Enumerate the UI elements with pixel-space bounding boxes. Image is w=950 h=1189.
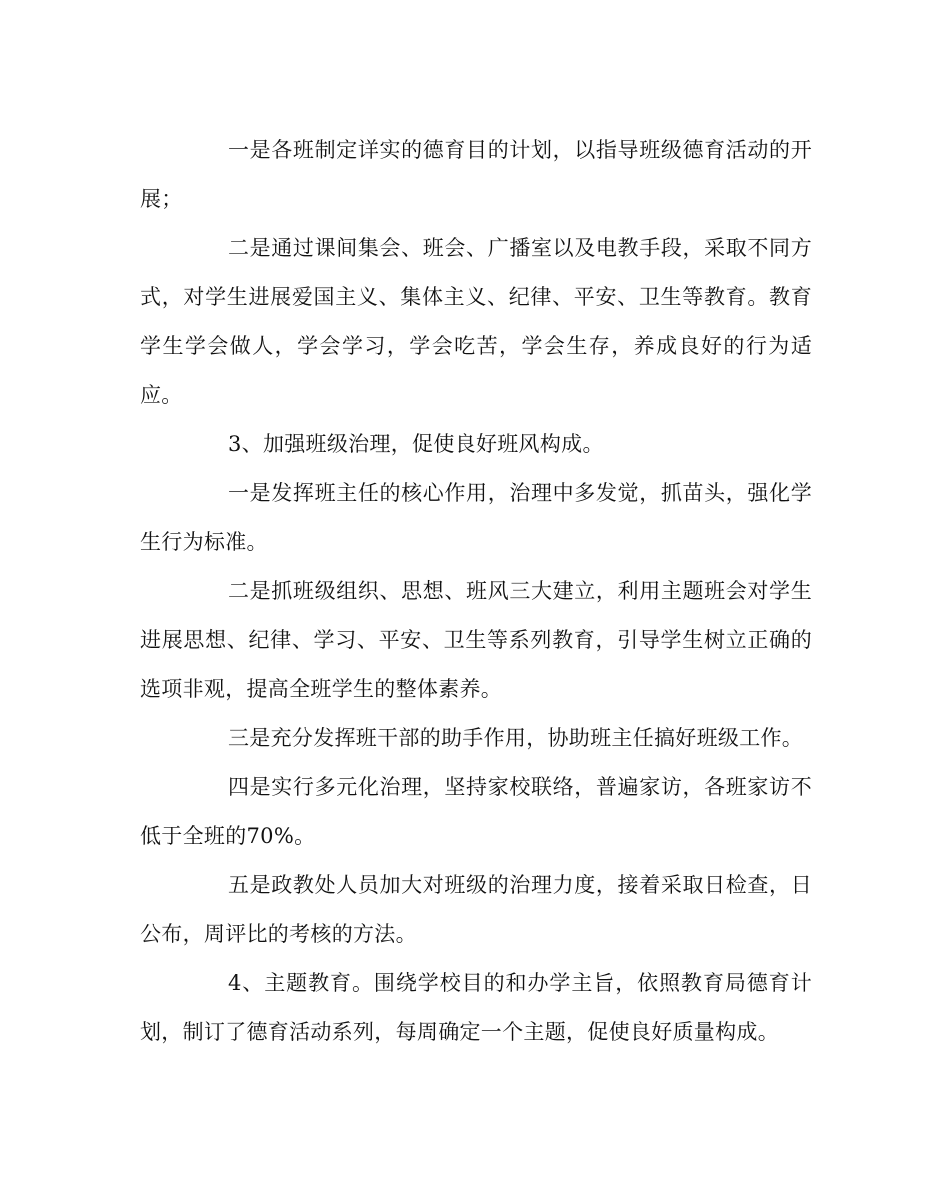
paragraph-head-teacher-role: 一是发挥班主任的核心作用，治理中多发觉，抓苗头，强化学生行为标准。 — [140, 481, 812, 554]
paragraph-section-4-theme-education: 4、主题教育。围绕学校目的和办学主旨，依照教育局德育计划，制订了德育活动系列，每周确定一个主题，促使良好质量构成。 — [140, 971, 812, 1044]
document-body — [140, 126, 812, 1057]
paragraph-class-building: 二是抓班级组织、思想、班风三大建立，利用主题班会对学生进展思想、纪律、学习、平安、卫生等系列教育，引导学生树立正确的选项非观，提高全班学生的整体素养。 — [140, 579, 812, 701]
paragraph-plan: 一是各班制定详实的德育目的计划，以指导班级德育活动的开展； — [140, 138, 812, 211]
paragraph-education-methods: 二是通过课间集会、班会、广播室以及电教手段，采取不同方式，对学生进展爱国主义、集体主义、纪律、平安、卫生等教育。教育学生学会做人，学会学习，学会吃苦，学会生存，养成良好的行为适应。 — [140, 236, 812, 407]
paragraph-section-3-heading: 3、加强班级治理，促使良好班风构成。 — [228, 432, 604, 456]
paragraph-home-visits: 四是实行多元化治理，坚持家校联络，普遍家访，各班家访不低于全班的70%。 — [140, 775, 812, 848]
paragraph-class-cadres: 三是充分发挥班干部的助手作用，协助班主任搞好班级工作。 — [228, 726, 804, 750]
paragraph-inspection: 五是政教处人员加大对班级的治理力度，接着采取日检查，日公布，周评比的考核的方法。 — [140, 873, 812, 946]
